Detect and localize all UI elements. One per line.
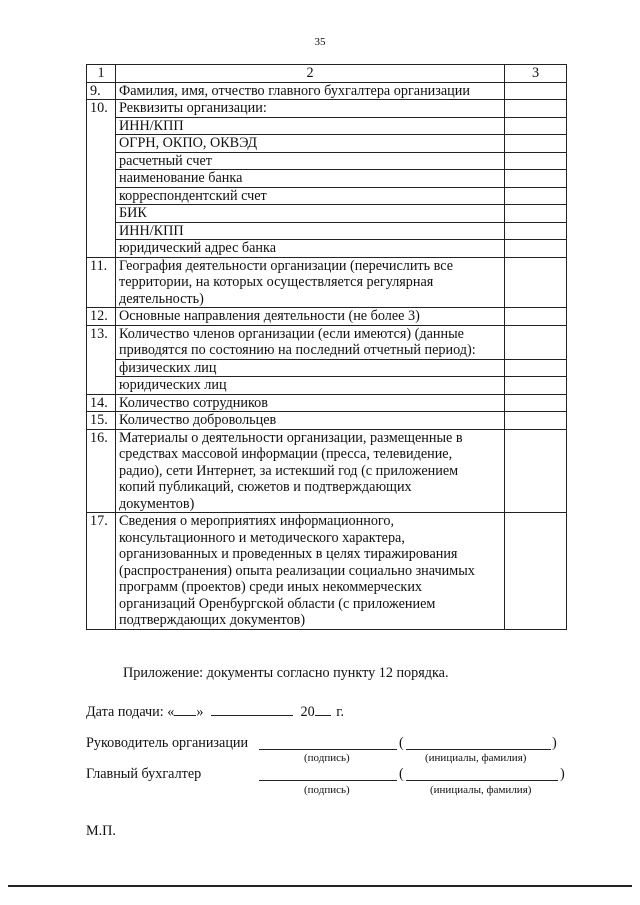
table-row [87, 257, 567, 308]
subrow-label: юридический адрес банка [116, 240, 505, 258]
subrow-value-cell[interactable] [505, 117, 567, 135]
table-row [87, 325, 567, 359]
description-line: программ (проектов) среди иных некоммерческих [119, 579, 423, 595]
year-suffix: г. [336, 704, 345, 720]
description-line: Сведения о мероприятиях информационного, [119, 513, 395, 529]
table-subrow [87, 222, 567, 240]
row-description [116, 82, 505, 100]
page-number: 35 [314, 36, 326, 48]
subrow-value-cell[interactable] [505, 152, 567, 170]
subrow-value-cell[interactable] [505, 222, 567, 240]
row-number: 16. [87, 429, 116, 513]
row-value-cell[interactable] [505, 82, 567, 100]
row-value-cell[interactable] [505, 429, 567, 513]
table-row [87, 513, 567, 630]
table-subrow [87, 240, 567, 258]
year-prefix: 20 [300, 704, 315, 720]
director-signature-caption: (подпись) [304, 752, 350, 764]
accountant-close-paren: ) [560, 766, 565, 782]
submission-date-line [86, 701, 344, 721]
accountant-signature-row [86, 766, 566, 786]
table-subrow [87, 377, 567, 395]
subrow-label: БИК [116, 205, 505, 223]
subrow-label: расчетный счет [116, 152, 505, 170]
row-number: 14. [87, 394, 116, 412]
row-number: 11. [87, 257, 116, 308]
subrow-label: ИНН/КПП [116, 222, 505, 240]
director-close-paren: ) [552, 735, 557, 751]
description-line: Фамилия, имя, отчество главного бухгалтера организации [119, 82, 470, 99]
header-cell-3: 3 [505, 65, 567, 83]
row-description [116, 513, 505, 630]
accountant-name-caption: (инициалы, фамилия) [430, 784, 532, 796]
description-line: радио), сети Интернет, за истекший год (с приложением [119, 462, 459, 479]
table-header-row [87, 65, 567, 83]
row-description [116, 257, 505, 308]
row-value-cell[interactable] [505, 412, 567, 430]
table-subrow [87, 359, 567, 377]
table-subrow [87, 135, 567, 153]
subrow-label: физических лиц [116, 359, 505, 377]
row-description [116, 325, 505, 359]
table-row [87, 394, 567, 412]
row-number: 10. [87, 100, 116, 258]
description-line: консультационного и методического характера, [119, 529, 405, 546]
row-value-cell[interactable] [505, 308, 567, 326]
director-name-blank[interactable] [406, 735, 551, 750]
description-line: организованных и проведенных в целях тиражирования [119, 546, 458, 562]
form-table-body [87, 65, 567, 630]
description-line: средствах массовой информации (пресса, телевидение, [119, 446, 453, 462]
stamp-place: М.П. [86, 823, 116, 839]
table-row [87, 82, 567, 100]
director-name-caption: (инициалы, фамилия) [425, 752, 527, 764]
table-subrow [87, 187, 567, 205]
subrow-label: юридических лиц [116, 377, 505, 395]
description-line: подтверждающих документов) [119, 612, 306, 628]
subrow-value-cell[interactable] [505, 135, 567, 153]
row-description [116, 412, 505, 430]
description-line: приводятся по состоянию на последний отчетный период): [119, 342, 476, 358]
header-cell-1: 1 [87, 65, 116, 83]
table-row [87, 308, 567, 326]
description-line: Основные направления деятельности (не более 3) [119, 308, 420, 324]
subrow-label: корреспондентский счет [116, 187, 505, 205]
accountant-signature-blank[interactable] [259, 766, 397, 781]
description-line: организаций Оренбургской области (с приложением [119, 595, 436, 612]
row-value-cell[interactable] [505, 257, 567, 308]
description-line: Количество сотрудников [119, 394, 268, 411]
table-subrow [87, 117, 567, 135]
description-line: (распространения) опыта реализации социально значимых [119, 562, 475, 579]
description-line: документов) [119, 495, 195, 512]
table-subrow [87, 205, 567, 223]
year-blank[interactable] [315, 701, 331, 716]
row-number: 9. [87, 82, 116, 100]
table-row [87, 429, 567, 513]
subrow-value-cell[interactable] [505, 359, 567, 377]
description-line: Количество добровольцев [119, 412, 277, 428]
description-line: География деятельности организации (перечислить все [119, 257, 454, 274]
director-signature-blank[interactable] [259, 735, 397, 750]
date-close-quote: » [196, 704, 204, 720]
description-line: Реквизиты организации: [119, 100, 267, 116]
row-number: 17. [87, 513, 116, 630]
table-row [87, 412, 567, 430]
director-label: Руководитель организации [86, 735, 249, 751]
row-description [116, 100, 505, 118]
row-number: 13. [87, 325, 116, 394]
subrow-label: наименование банка [116, 170, 505, 188]
director-open-paren: ( [399, 735, 404, 751]
description-line: Количество членов организации (если имеются) (данные [119, 325, 464, 342]
description-line: территории, на которых осуществляется регулярная [119, 274, 434, 290]
bottom-divider [8, 885, 632, 887]
header-cell-2: 2 [116, 65, 505, 83]
subrow-label: ОГРН, ОКПО, ОКВЭД [116, 135, 505, 153]
row-value-cell[interactable] [505, 394, 567, 412]
subrow-value-cell[interactable] [505, 205, 567, 223]
month-blank[interactable] [211, 701, 293, 716]
subrow-label: ИНН/КПП [116, 117, 505, 135]
subrow-value-cell[interactable] [505, 240, 567, 258]
row-value-cell[interactable] [505, 100, 567, 118]
row-value-cell[interactable] [505, 325, 567, 359]
appendix-note: Приложение: документы согласно пункту 12 порядка. [123, 665, 449, 681]
table-row [87, 100, 567, 118]
accountant-name-blank[interactable] [406, 766, 558, 781]
row-description [116, 308, 505, 326]
row-value-cell[interactable] [505, 513, 567, 630]
description-line: Материалы о деятельности организации, размещенные в [119, 429, 463, 446]
date-label: Дата подачи: « [86, 704, 175, 720]
table-subrow [87, 152, 567, 170]
subrow-value-cell[interactable] [505, 377, 567, 395]
subrow-value-cell[interactable] [505, 187, 567, 205]
description-line: деятельность) [119, 290, 204, 307]
row-number: 12. [87, 308, 116, 326]
description-line: копий публикаций, сюжетов и подтверждающих [119, 479, 412, 495]
row-description [116, 394, 505, 412]
accountant-signature-caption: (подпись) [304, 784, 350, 796]
day-blank[interactable] [174, 701, 196, 716]
row-number: 15. [87, 412, 116, 430]
subrow-value-cell[interactable] [505, 170, 567, 188]
form-table [86, 64, 567, 630]
table-subrow [87, 170, 567, 188]
accountant-label: Главный бухгалтер [86, 766, 202, 782]
row-description [116, 429, 505, 513]
accountant-open-paren: ( [399, 766, 404, 782]
